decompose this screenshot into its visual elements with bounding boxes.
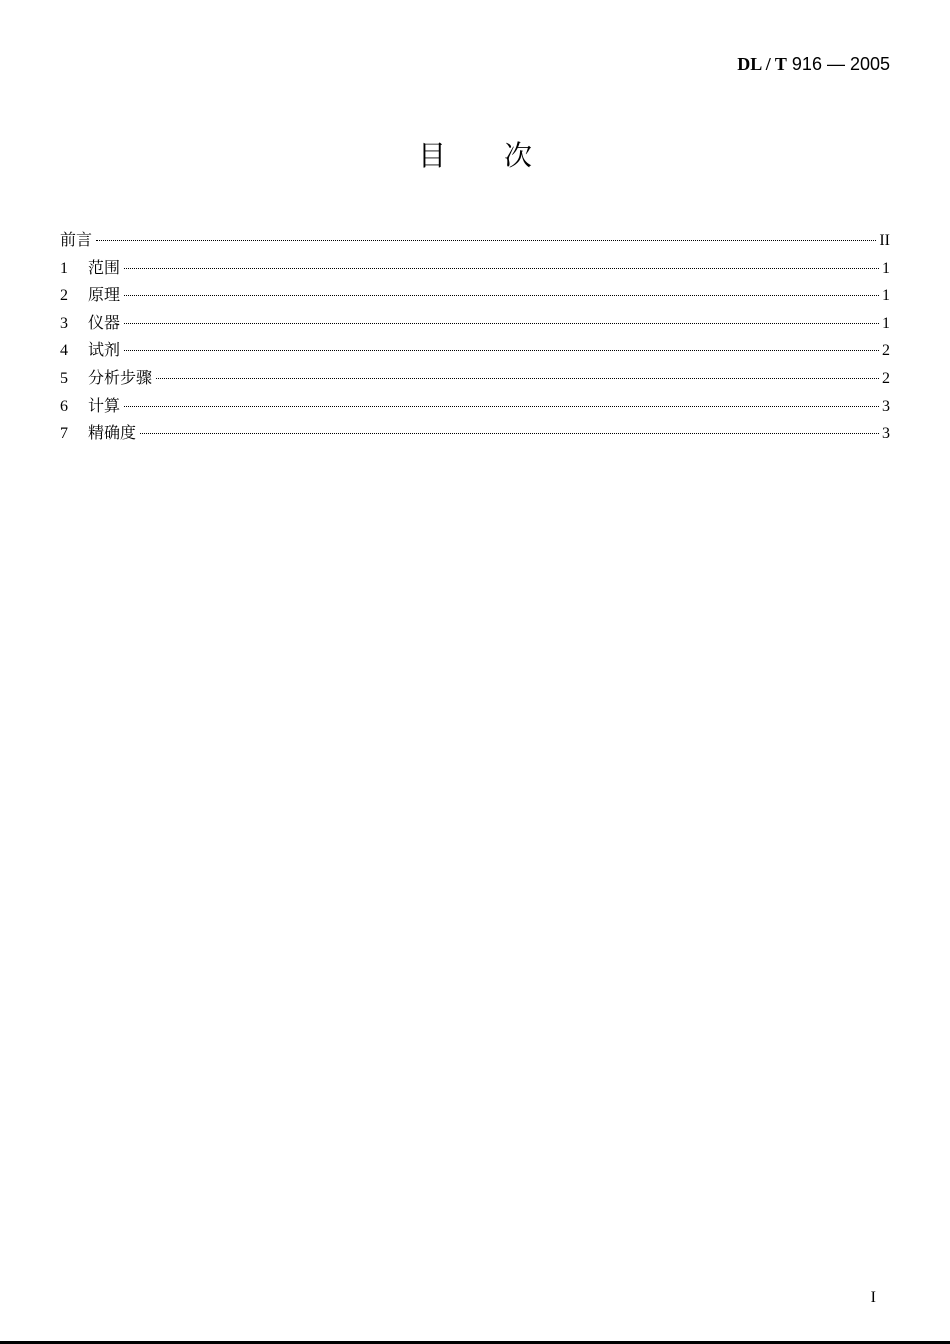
toc-entry-number: 4 bbox=[60, 342, 68, 360]
toc-leader-dots bbox=[124, 323, 879, 324]
toc-entry-1[interactable] bbox=[60, 254, 890, 282]
toc-entry-label: 前言 bbox=[60, 230, 93, 249]
standard-code-prefix: DL / T bbox=[737, 54, 787, 74]
toc-entry-6[interactable] bbox=[60, 392, 890, 420]
toc-leader-dots bbox=[96, 240, 876, 241]
toc-entry-number: 6 bbox=[60, 397, 68, 415]
toc-entry-page: 1 bbox=[882, 259, 890, 277]
toc-entry-5[interactable] bbox=[60, 364, 890, 392]
toc-entry-page: 1 bbox=[882, 314, 890, 332]
standard-code-number: 916 — 2005 bbox=[786, 54, 890, 74]
toc-entry-label: 仪器 bbox=[88, 312, 121, 332]
toc-entry-page: 3 bbox=[882, 425, 890, 443]
toc-entry-page: II bbox=[879, 232, 890, 249]
toc-leader-dots bbox=[124, 406, 879, 407]
toc-leader-dots bbox=[124, 350, 879, 351]
page-number: I bbox=[870, 1289, 876, 1306]
toc-entry-page: 2 bbox=[882, 369, 890, 387]
toc-entry-foreword[interactable] bbox=[60, 226, 890, 254]
toc-entry-number: 3 bbox=[60, 314, 68, 332]
toc-entry-page: 1 bbox=[882, 287, 890, 305]
toc-entry-7[interactable] bbox=[60, 419, 890, 447]
toc-entry-label: 计算 bbox=[88, 395, 121, 415]
toc-leader-dots bbox=[124, 295, 879, 296]
toc-entry-2[interactable] bbox=[60, 281, 890, 309]
toc-leader-dots bbox=[140, 433, 879, 434]
page-title: 目次 bbox=[417, 139, 590, 172]
toc-entry-label: 原理 bbox=[88, 285, 121, 305]
toc-entry-label: 范围 bbox=[88, 257, 121, 277]
toc-entry-number: 2 bbox=[60, 287, 68, 305]
toc-entry-3[interactable] bbox=[60, 309, 890, 337]
toc-entry-number: 5 bbox=[60, 369, 68, 387]
toc-entry-label: 精确度 bbox=[88, 423, 137, 443]
table-of-contents bbox=[60, 226, 890, 447]
toc-entry-label: 分析步骤 bbox=[88, 367, 153, 387]
toc-leader-dots bbox=[156, 378, 879, 379]
toc-entry-4[interactable] bbox=[60, 336, 890, 364]
toc-entry-page: 3 bbox=[882, 397, 890, 415]
toc-leader-dots bbox=[124, 268, 879, 269]
toc-entry-label: 试剂 bbox=[88, 340, 121, 360]
toc-entry-page: 2 bbox=[882, 342, 890, 360]
toc-entry-number: 7 bbox=[60, 425, 68, 443]
toc-entry-number: 1 bbox=[60, 259, 68, 277]
standard-code bbox=[737, 52, 890, 77]
